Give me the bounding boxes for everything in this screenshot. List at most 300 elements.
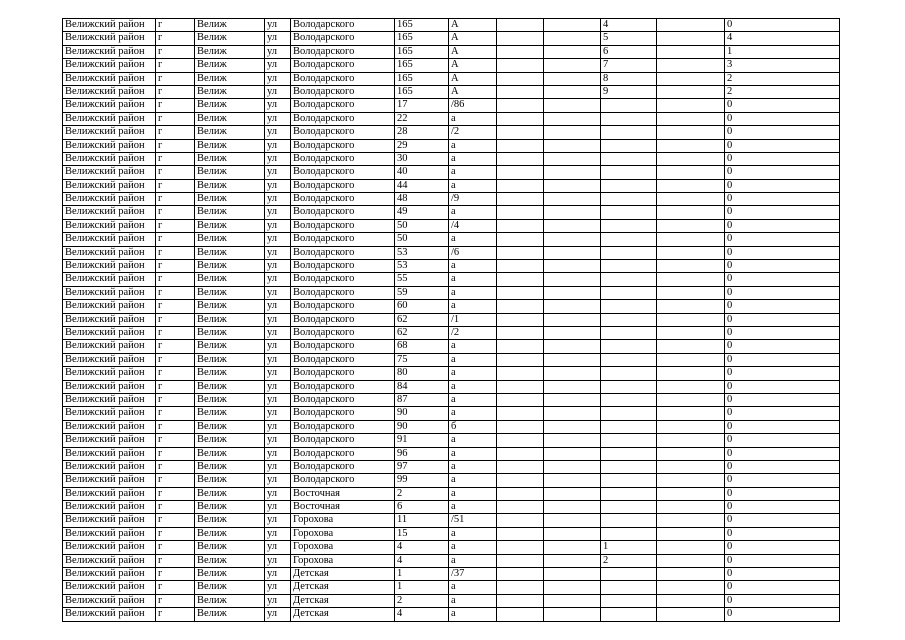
house-suffix-cell: а [449,407,497,420]
district-cell: Велижский район [63,353,156,366]
count-cell: 2 [725,85,840,98]
street-type-cell: ул [265,233,291,246]
house-suffix-cell: а [449,608,497,621]
count-cell: 0 [725,367,840,380]
district-cell: Велижский район [63,193,156,206]
settlement-cell: Велиж [195,219,265,232]
house-suffix-cell: а [449,594,497,607]
house-number-cell: 53 [395,260,449,273]
street-type-cell: ул [265,45,291,58]
house-number-cell: 50 [395,219,449,232]
count-cell: 2 [725,72,840,85]
settlement-cell: Велиж [195,568,265,581]
count-cell: 0 [725,300,840,313]
settlement-cell: Велиж [195,501,265,514]
house-suffix-cell: А [449,85,497,98]
count-cell: 0 [725,233,840,246]
street-cell: Володарского [291,326,395,339]
building-cell [497,246,544,259]
table-row [63,139,840,152]
apartment-cell [601,594,657,607]
structure-cell [544,152,601,165]
settlement-type-cell: г [156,326,195,339]
settlement-cell: Велиж [195,313,265,326]
street-type-cell: ул [265,19,291,32]
street-type-cell: ул [265,407,291,420]
room-cell [657,59,725,72]
room-cell [657,260,725,273]
table-row [63,273,840,286]
district-cell: Велижский район [63,568,156,581]
street-cell: Восточная [291,501,395,514]
settlement-cell: Велиж [195,554,265,567]
house-suffix-cell: а [449,447,497,460]
room-cell [657,340,725,353]
settlement-cell: Велиж [195,59,265,72]
room-cell [657,501,725,514]
table-row [63,286,840,299]
count-cell: 0 [725,286,840,299]
street-type-cell: ул [265,206,291,219]
house-suffix-cell: А [449,59,497,72]
room-cell [657,420,725,433]
house-number-cell: 6 [395,501,449,514]
room-cell [657,514,725,527]
apartment-cell [601,126,657,139]
apartment-cell [601,273,657,286]
street-type-cell: ул [265,594,291,607]
house-suffix-cell: а [449,474,497,487]
count-cell: 0 [725,313,840,326]
district-cell: Велижский район [63,219,156,232]
house-suffix-cell: /37 [449,568,497,581]
table-row [63,541,840,554]
street-cell: Володарского [291,460,395,473]
settlement-cell: Велиж [195,447,265,460]
apartment-cell [601,246,657,259]
settlement-type-cell: г [156,152,195,165]
room-cell [657,152,725,165]
house-number-cell: 80 [395,367,449,380]
building-cell [497,112,544,125]
apartment-cell [601,179,657,192]
building-cell [497,514,544,527]
house-suffix-cell: б [449,420,497,433]
room-cell [657,206,725,219]
building-cell [497,393,544,406]
table-row [63,340,840,353]
street-cell: Володарского [291,166,395,179]
apartment-cell [601,501,657,514]
settlement-type-cell: г [156,32,195,45]
district-cell: Велижский район [63,300,156,313]
room-cell [657,581,725,594]
room-cell [657,32,725,45]
building-cell [497,19,544,32]
count-cell: 0 [725,434,840,447]
structure-cell [544,594,601,607]
house-suffix-cell: А [449,19,497,32]
table-row [63,59,840,72]
house-number-cell: 49 [395,206,449,219]
street-type-cell: ул [265,447,291,460]
count-cell: 0 [725,340,840,353]
settlement-cell: Велиж [195,193,265,206]
building-cell [497,59,544,72]
building-cell [497,568,544,581]
house-suffix-cell: А [449,72,497,85]
street-cell: Володарского [291,380,395,393]
settlement-cell: Велиж [195,286,265,299]
count-cell: 0 [725,568,840,581]
room-cell [657,179,725,192]
structure-cell [544,474,601,487]
structure-cell [544,206,601,219]
structure-cell [544,340,601,353]
house-suffix-cell: /51 [449,514,497,527]
house-number-cell: 165 [395,85,449,98]
house-number-cell: 17 [395,99,449,112]
street-cell: Горохова [291,527,395,540]
district-cell: Велижский район [63,326,156,339]
settlement-type-cell: г [156,260,195,273]
street-cell: Володарского [291,179,395,192]
house-suffix-cell: а [449,487,497,500]
street-cell: Володарского [291,367,395,380]
house-suffix-cell: а [449,273,497,286]
building-cell [497,126,544,139]
street-type-cell: ул [265,85,291,98]
building-cell [497,326,544,339]
settlement-cell: Велиж [195,326,265,339]
street-type-cell: ул [265,72,291,85]
apartment-cell [601,460,657,473]
structure-cell [544,367,601,380]
street-type-cell: ул [265,487,291,500]
room-cell [657,233,725,246]
table-row [63,326,840,339]
house-number-cell: 62 [395,326,449,339]
settlement-cell: Велиж [195,367,265,380]
settlement-cell: Велиж [195,166,265,179]
structure-cell [544,99,601,112]
house-number-cell: 4 [395,608,449,621]
settlement-type-cell: г [156,514,195,527]
house-number-cell: 1 [395,568,449,581]
district-cell: Велижский район [63,313,156,326]
house-suffix-cell: /86 [449,99,497,112]
apartment-cell [601,527,657,540]
settlement-cell: Велиж [195,179,265,192]
structure-cell [544,126,601,139]
table-row [63,487,840,500]
district-cell: Велижский район [63,501,156,514]
structure-cell [544,112,601,125]
room-cell [657,434,725,447]
apartment-cell: 4 [601,19,657,32]
house-suffix-cell: а [449,353,497,366]
count-cell: 0 [725,246,840,259]
apartment-cell [601,152,657,165]
apartment-cell [601,219,657,232]
settlement-type-cell: г [156,568,195,581]
district-cell: Велижский район [63,72,156,85]
street-type-cell: ул [265,514,291,527]
house-number-cell: 87 [395,393,449,406]
room-cell [657,45,725,58]
room-cell [657,300,725,313]
settlement-cell: Велиж [195,407,265,420]
structure-cell [544,460,601,473]
street-cell: Володарского [291,434,395,447]
table-row [63,434,840,447]
settlement-type-cell: г [156,434,195,447]
settlement-cell: Велиж [195,393,265,406]
count-cell: 0 [725,407,840,420]
street-type-cell: ул [265,126,291,139]
district-cell: Велижский район [63,541,156,554]
district-cell: Велижский район [63,487,156,500]
apartment-cell [601,300,657,313]
settlement-cell: Велиж [195,420,265,433]
structure-cell [544,300,601,313]
house-number-cell: 2 [395,594,449,607]
district-cell: Велижский район [63,527,156,540]
structure-cell [544,393,601,406]
street-cell: Володарского [291,393,395,406]
table-row [63,420,840,433]
street-cell: Володарского [291,139,395,152]
room-cell [657,72,725,85]
settlement-cell: Велиж [195,581,265,594]
house-suffix-cell: а [449,434,497,447]
count-cell: 0 [725,460,840,473]
district-cell: Велижский район [63,246,156,259]
district-cell: Велижский район [63,380,156,393]
street-type-cell: ул [265,246,291,259]
apartment-cell [601,514,657,527]
house-number-cell: 48 [395,193,449,206]
street-cell: Володарского [291,59,395,72]
street-cell: Володарского [291,313,395,326]
building-cell [497,193,544,206]
room-cell [657,126,725,139]
settlement-cell: Велиж [195,340,265,353]
table-row [63,367,840,380]
street-type-cell: ул [265,112,291,125]
house-number-cell: 62 [395,313,449,326]
building-cell [497,487,544,500]
apartment-cell [601,487,657,500]
apartment-cell [601,420,657,433]
table-body [63,19,840,622]
street-cell: Володарского [291,260,395,273]
house-number-cell: 22 [395,112,449,125]
apartment-cell [601,434,657,447]
room-cell [657,380,725,393]
house-number-cell: 96 [395,447,449,460]
house-suffix-cell: а [449,260,497,273]
house-number-cell: 44 [395,179,449,192]
settlement-cell: Велиж [195,246,265,259]
street-cell: Володарского [291,474,395,487]
district-cell: Велижский район [63,126,156,139]
building-cell [497,501,544,514]
settlement-cell: Велиж [195,99,265,112]
district-cell: Велижский район [63,273,156,286]
settlement-cell: Велиж [195,300,265,313]
building-cell [497,233,544,246]
district-cell: Велижский район [63,474,156,487]
structure-cell [544,313,601,326]
settlement-type-cell: г [156,313,195,326]
building-cell [497,286,544,299]
street-type-cell: ул [265,420,291,433]
table-row [63,72,840,85]
room-cell [657,554,725,567]
building-cell [497,460,544,473]
street-type-cell: ул [265,541,291,554]
settlement-cell: Велиж [195,460,265,473]
district-cell: Велижский район [63,340,156,353]
district-cell: Велижский район [63,286,156,299]
street-type-cell: ул [265,32,291,45]
room-cell [657,608,725,621]
building-cell [497,273,544,286]
street-cell: Володарского [291,233,395,246]
structure-cell [544,501,601,514]
apartment-cell: 2 [601,554,657,567]
house-suffix-cell: а [449,139,497,152]
structure-cell [544,246,601,259]
building-cell [497,152,544,165]
house-number-cell: 15 [395,527,449,540]
count-cell: 0 [725,527,840,540]
settlement-cell: Велиж [195,72,265,85]
apartment-cell [601,260,657,273]
house-suffix-cell: а [449,206,497,219]
district-cell: Велижский район [63,19,156,32]
house-suffix-cell: а [449,501,497,514]
street-cell: Детская [291,568,395,581]
settlement-type-cell: г [156,554,195,567]
count-cell: 0 [725,474,840,487]
house-suffix-cell: /2 [449,126,497,139]
settlement-type-cell: г [156,393,195,406]
table-row [63,527,840,540]
building-cell [497,541,544,554]
room-cell [657,166,725,179]
street-type-cell: ул [265,152,291,165]
settlement-type-cell: г [156,85,195,98]
street-cell: Детская [291,581,395,594]
street-cell: Володарского [291,19,395,32]
street-cell: Володарского [291,99,395,112]
count-cell: 0 [725,501,840,514]
building-cell [497,45,544,58]
table-row [63,380,840,393]
house-suffix-cell: а [449,527,497,540]
table-row [63,206,840,219]
street-type-cell: ул [265,367,291,380]
street-type-cell: ул [265,608,291,621]
house-number-cell: 68 [395,340,449,353]
settlement-type-cell: г [156,608,195,621]
building-cell [497,99,544,112]
table-row [63,260,840,273]
house-number-cell: 165 [395,45,449,58]
district-cell: Велижский район [63,85,156,98]
house-suffix-cell: /2 [449,326,497,339]
apartment-cell: 9 [601,85,657,98]
house-suffix-cell: а [449,340,497,353]
street-cell: Восточная [291,487,395,500]
house-number-cell: 28 [395,126,449,139]
building-cell [497,554,544,567]
street-cell: Горохова [291,514,395,527]
building-cell [497,474,544,487]
street-cell: Володарского [291,273,395,286]
settlement-cell: Велиж [195,527,265,540]
apartment-cell [601,474,657,487]
settlement-type-cell: г [156,45,195,58]
house-suffix-cell: а [449,179,497,192]
apartment-cell [601,340,657,353]
settlement-type-cell: г [156,367,195,380]
district-cell: Велижский район [63,152,156,165]
house-suffix-cell: А [449,45,497,58]
room-cell [657,219,725,232]
house-number-cell: 165 [395,19,449,32]
table-row [63,112,840,125]
count-cell: 0 [725,581,840,594]
settlement-type-cell: г [156,233,195,246]
room-cell [657,353,725,366]
structure-cell [544,166,601,179]
room-cell [657,273,725,286]
house-number-cell: 165 [395,59,449,72]
building-cell [497,420,544,433]
building-cell [497,594,544,607]
house-number-cell: 40 [395,166,449,179]
house-number-cell: 55 [395,273,449,286]
room-cell [657,19,725,32]
structure-cell [544,353,601,366]
building-cell [497,527,544,540]
house-number-cell: 2 [395,487,449,500]
apartment-cell [601,99,657,112]
apartment-cell [601,407,657,420]
house-suffix-cell: а [449,286,497,299]
house-number-cell: 60 [395,300,449,313]
settlement-type-cell: г [156,139,195,152]
structure-cell [544,19,601,32]
district-cell: Велижский район [63,393,156,406]
room-cell [657,594,725,607]
house-number-cell: 97 [395,460,449,473]
room-cell [657,193,725,206]
structure-cell [544,380,601,393]
building-cell [497,219,544,232]
house-number-cell: 75 [395,353,449,366]
settlement-cell: Велиж [195,85,265,98]
apartment-cell [601,380,657,393]
structure-cell [544,139,601,152]
structure-cell [544,45,601,58]
settlement-type-cell: г [156,527,195,540]
count-cell: 0 [725,260,840,273]
street-cell: Володарского [291,407,395,420]
